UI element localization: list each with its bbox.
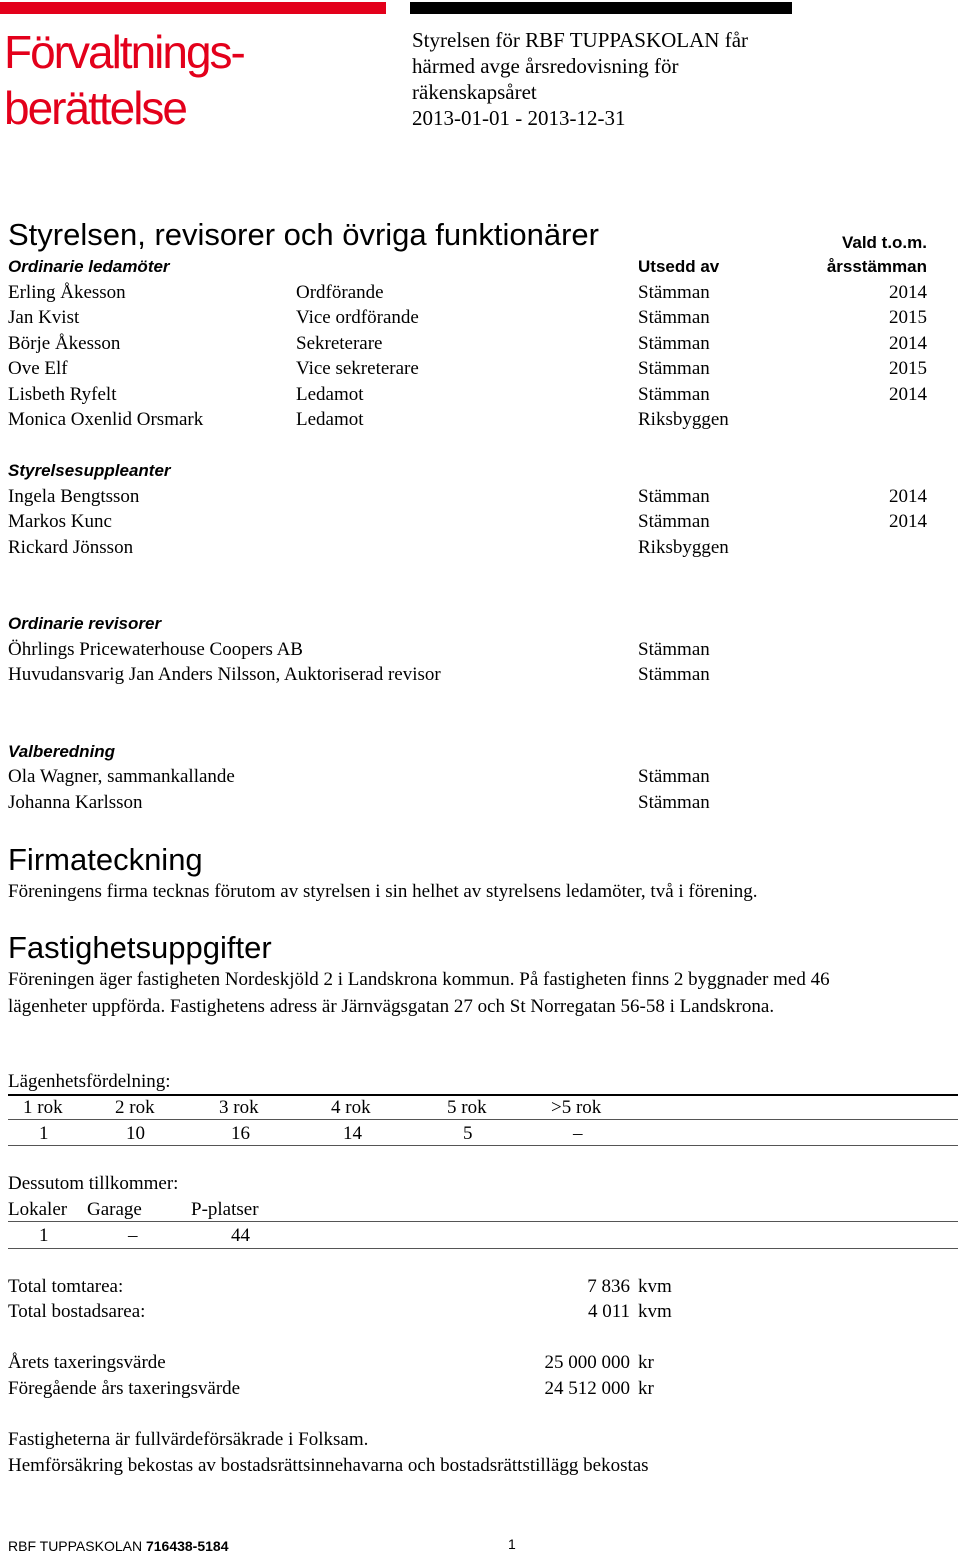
member-appointed: Stämman: [638, 358, 710, 379]
member-until: 2014: [889, 282, 927, 303]
dessutom-bottom-rule: [8, 1248, 958, 1249]
bostad-unit: kvm: [638, 1301, 672, 1322]
member-name: Erling Åkesson: [8, 282, 126, 303]
valberedning-name: Ola Wagner, sammankallande: [8, 766, 235, 787]
suppleant-until: 2014: [889, 486, 927, 507]
member-row: [0, 331, 960, 356]
member-appointed: Stämman: [638, 307, 710, 328]
member-appointed: Stämman: [638, 282, 710, 303]
suppleant-name: Markos Kunc: [8, 511, 112, 532]
lagenheter-value: 1: [39, 1123, 49, 1144]
lagenheter-value: –: [573, 1123, 583, 1144]
suppleant-until: 2014: [889, 511, 927, 532]
suppleanter-header: [0, 460, 960, 485]
member-row: [0, 382, 960, 407]
dessutom-header: Garage: [87, 1199, 142, 1220]
member-row: [0, 280, 960, 305]
dessutom-mid-rule: [8, 1221, 958, 1222]
lagenheter-bottom-rule: [8, 1145, 958, 1146]
lagenheter-label: Lägenhetsfördelning:: [8, 1071, 171, 1092]
firmateckning-text: Föreningens firma tecknas förutom av styrelsen i sin helhet av styrelsens ledamöter, två i förening.: [8, 881, 758, 902]
dessutom-value: 44: [231, 1225, 250, 1246]
member-role: Sekreterare: [296, 333, 383, 354]
valberedning-label: Valberedning: [8, 742, 116, 761]
black-header-bar: [410, 2, 792, 14]
suppleanter-label: Styrelsesuppleanter: [8, 461, 171, 480]
lagenheter-header: 4 rok: [331, 1097, 371, 1118]
revisor-name: Öhrlings Pricewaterhouse Coopers AB: [8, 639, 303, 660]
member-role: Ordförande: [296, 282, 384, 303]
ordinarie-label: Ordinarie ledamöter: [8, 257, 170, 276]
footer-org-name: RBF TUPPASKOLAN: [8, 1538, 143, 1554]
member-row: [0, 305, 960, 330]
member-role: Vice ordförande: [296, 307, 419, 328]
dessutom-label: Dessutom tillkommer:: [8, 1173, 179, 1194]
vald-label: Vald t.o.m.: [841, 233, 927, 252]
intro-line: 2013-01-01 - 2013-12-31: [412, 106, 626, 130]
suppleant-row: [0, 535, 960, 560]
intro-line: Styrelsen för RBF TUPPASKOLAN får: [412, 28, 749, 52]
lagenheter-value: 5: [463, 1123, 473, 1144]
board-header-row: [0, 256, 960, 281]
page-title: [4, 24, 244, 136]
dessutom-value: –: [128, 1225, 138, 1246]
revisorer-label: Ordinarie revisorer: [8, 614, 162, 633]
member-until: 2014: [889, 384, 927, 405]
member-row: [0, 407, 960, 432]
member-until: 2015: [889, 358, 927, 379]
valberedning-row: [0, 764, 960, 789]
footer-org: [8, 1538, 229, 1554]
dessutom-header: Lokaler: [8, 1199, 68, 1220]
member-role: Ledamot: [296, 409, 364, 430]
valberedning-appointed: Stämman: [638, 766, 710, 787]
member-name: Monica Oxenlid Orsmark: [8, 409, 204, 430]
lagenheter-value: 16: [231, 1123, 250, 1144]
valberedning-header: [0, 741, 960, 766]
taxering-prev-unit: kr: [638, 1378, 654, 1399]
revisor-row: [0, 662, 960, 687]
suppleant-row: [0, 509, 960, 534]
revisorer-header: [0, 613, 960, 638]
suppleant-name: Ingela Bengtsson: [8, 486, 140, 507]
member-name: Ove Elf: [8, 358, 68, 379]
dessutom-value: 1: [39, 1225, 49, 1246]
member-appointed: Stämman: [638, 384, 710, 405]
member-row: [0, 356, 960, 381]
lagenheter-mid-rule: [8, 1119, 958, 1120]
footer-page-number: 1: [508, 1536, 516, 1552]
lagenheter-value: 14: [343, 1123, 362, 1144]
revisor-appointed: Stämman: [638, 664, 710, 685]
member-until: 2015: [889, 307, 927, 328]
fastighet-line2: lägenheter uppförda. Fastighetens adress är Järnvägsgatan 27 och St Norregatan 56-58 i Landskrona.: [8, 996, 775, 1017]
member-role: Vice sekreterare: [296, 358, 419, 379]
lagenheter-header: 1 rok: [23, 1097, 63, 1118]
lagenheter-header: 3 rok: [219, 1097, 259, 1118]
revisor-name: Huvudansvarig Jan Anders Nilsson, Auktoriserad revisor: [8, 664, 441, 685]
tomt-value: 7 836: [587, 1276, 630, 1297]
page-title-line1: Förvaltnings-: [4, 26, 244, 78]
utsedd-label: Utsedd av: [638, 257, 720, 276]
taxering-current-value: 25 000 000: [544, 1352, 630, 1373]
member-appointed: Stämman: [638, 333, 710, 354]
intro-text: [412, 27, 748, 131]
lagenheter-header: 5 rok: [447, 1097, 487, 1118]
lagenheter-header: >5 rok: [551, 1097, 602, 1118]
red-header-bar: [0, 2, 386, 14]
bostad-value: 4 011: [587, 1301, 630, 1322]
suppleant-appointed: Riksbyggen: [638, 537, 729, 558]
taxering-prev-value: 24 512 000: [544, 1378, 630, 1399]
suppleant-row: [0, 484, 960, 509]
page-title-line2: berättelse: [4, 82, 187, 134]
suppleant-appointed: Stämman: [638, 511, 710, 532]
revisor-appointed: Stämman: [638, 639, 710, 660]
valberedning-row: [0, 790, 960, 815]
arsstamma-label: årsstämman: [826, 257, 927, 276]
valberedning-name: Johanna Karlsson: [8, 792, 143, 813]
insurance-line1: Fastigheterna är fullvärdeförsäkrade i Folksam.: [8, 1429, 369, 1450]
tomt-unit: kvm: [638, 1276, 672, 1297]
fastighet-heading: Fastighetsuppgifter: [8, 930, 272, 965]
member-until: 2014: [889, 333, 927, 354]
bostad-label: Total bostadsarea:: [8, 1301, 146, 1322]
member-role: Ledamot: [296, 384, 364, 405]
lagenheter-value: 10: [126, 1123, 145, 1144]
intro-line: härmed avge årsredovisning för: [412, 54, 679, 78]
taxering-current-label: Årets taxeringsvärde: [8, 1352, 166, 1373]
lagenheter-header: 2 rok: [115, 1097, 155, 1118]
fastighet-line1: Föreningen äger fastigheten Nordeskjöld 2 i Landskrona kommun. På fastigheten finns 2 byggnader med 46: [8, 969, 830, 990]
member-name: Börje Åkesson: [8, 333, 121, 354]
intro-line: räkenskapsåret: [412, 80, 537, 104]
footer-orgnr: 716438-5184: [145, 1538, 229, 1554]
board-heading: Styrelsen, revisorer och övriga funktionärer: [8, 217, 599, 252]
member-name: Lisbeth Ryfelt: [8, 384, 117, 405]
taxering-prev-label: Föregående års taxeringsvärde: [8, 1378, 241, 1399]
member-name: Jan Kvist: [8, 307, 80, 328]
taxering-current-unit: kr: [638, 1352, 654, 1373]
revisor-row: [0, 637, 960, 662]
dessutom-header: P-platser: [191, 1199, 259, 1220]
suppleant-name: Rickard Jönsson: [8, 537, 134, 558]
firmateckning-heading: Firmateckning: [8, 842, 203, 877]
suppleant-appointed: Stämman: [638, 486, 710, 507]
valberedning-appointed: Stämman: [638, 792, 710, 813]
tomt-label: Total tomtarea:: [8, 1276, 124, 1297]
insurance-line2: Hemförsäkring bekostas av bostadsrättsinnehavarna och bostadsrättstillägg bekostas: [8, 1455, 649, 1476]
member-appointed: Riksbyggen: [638, 409, 729, 430]
